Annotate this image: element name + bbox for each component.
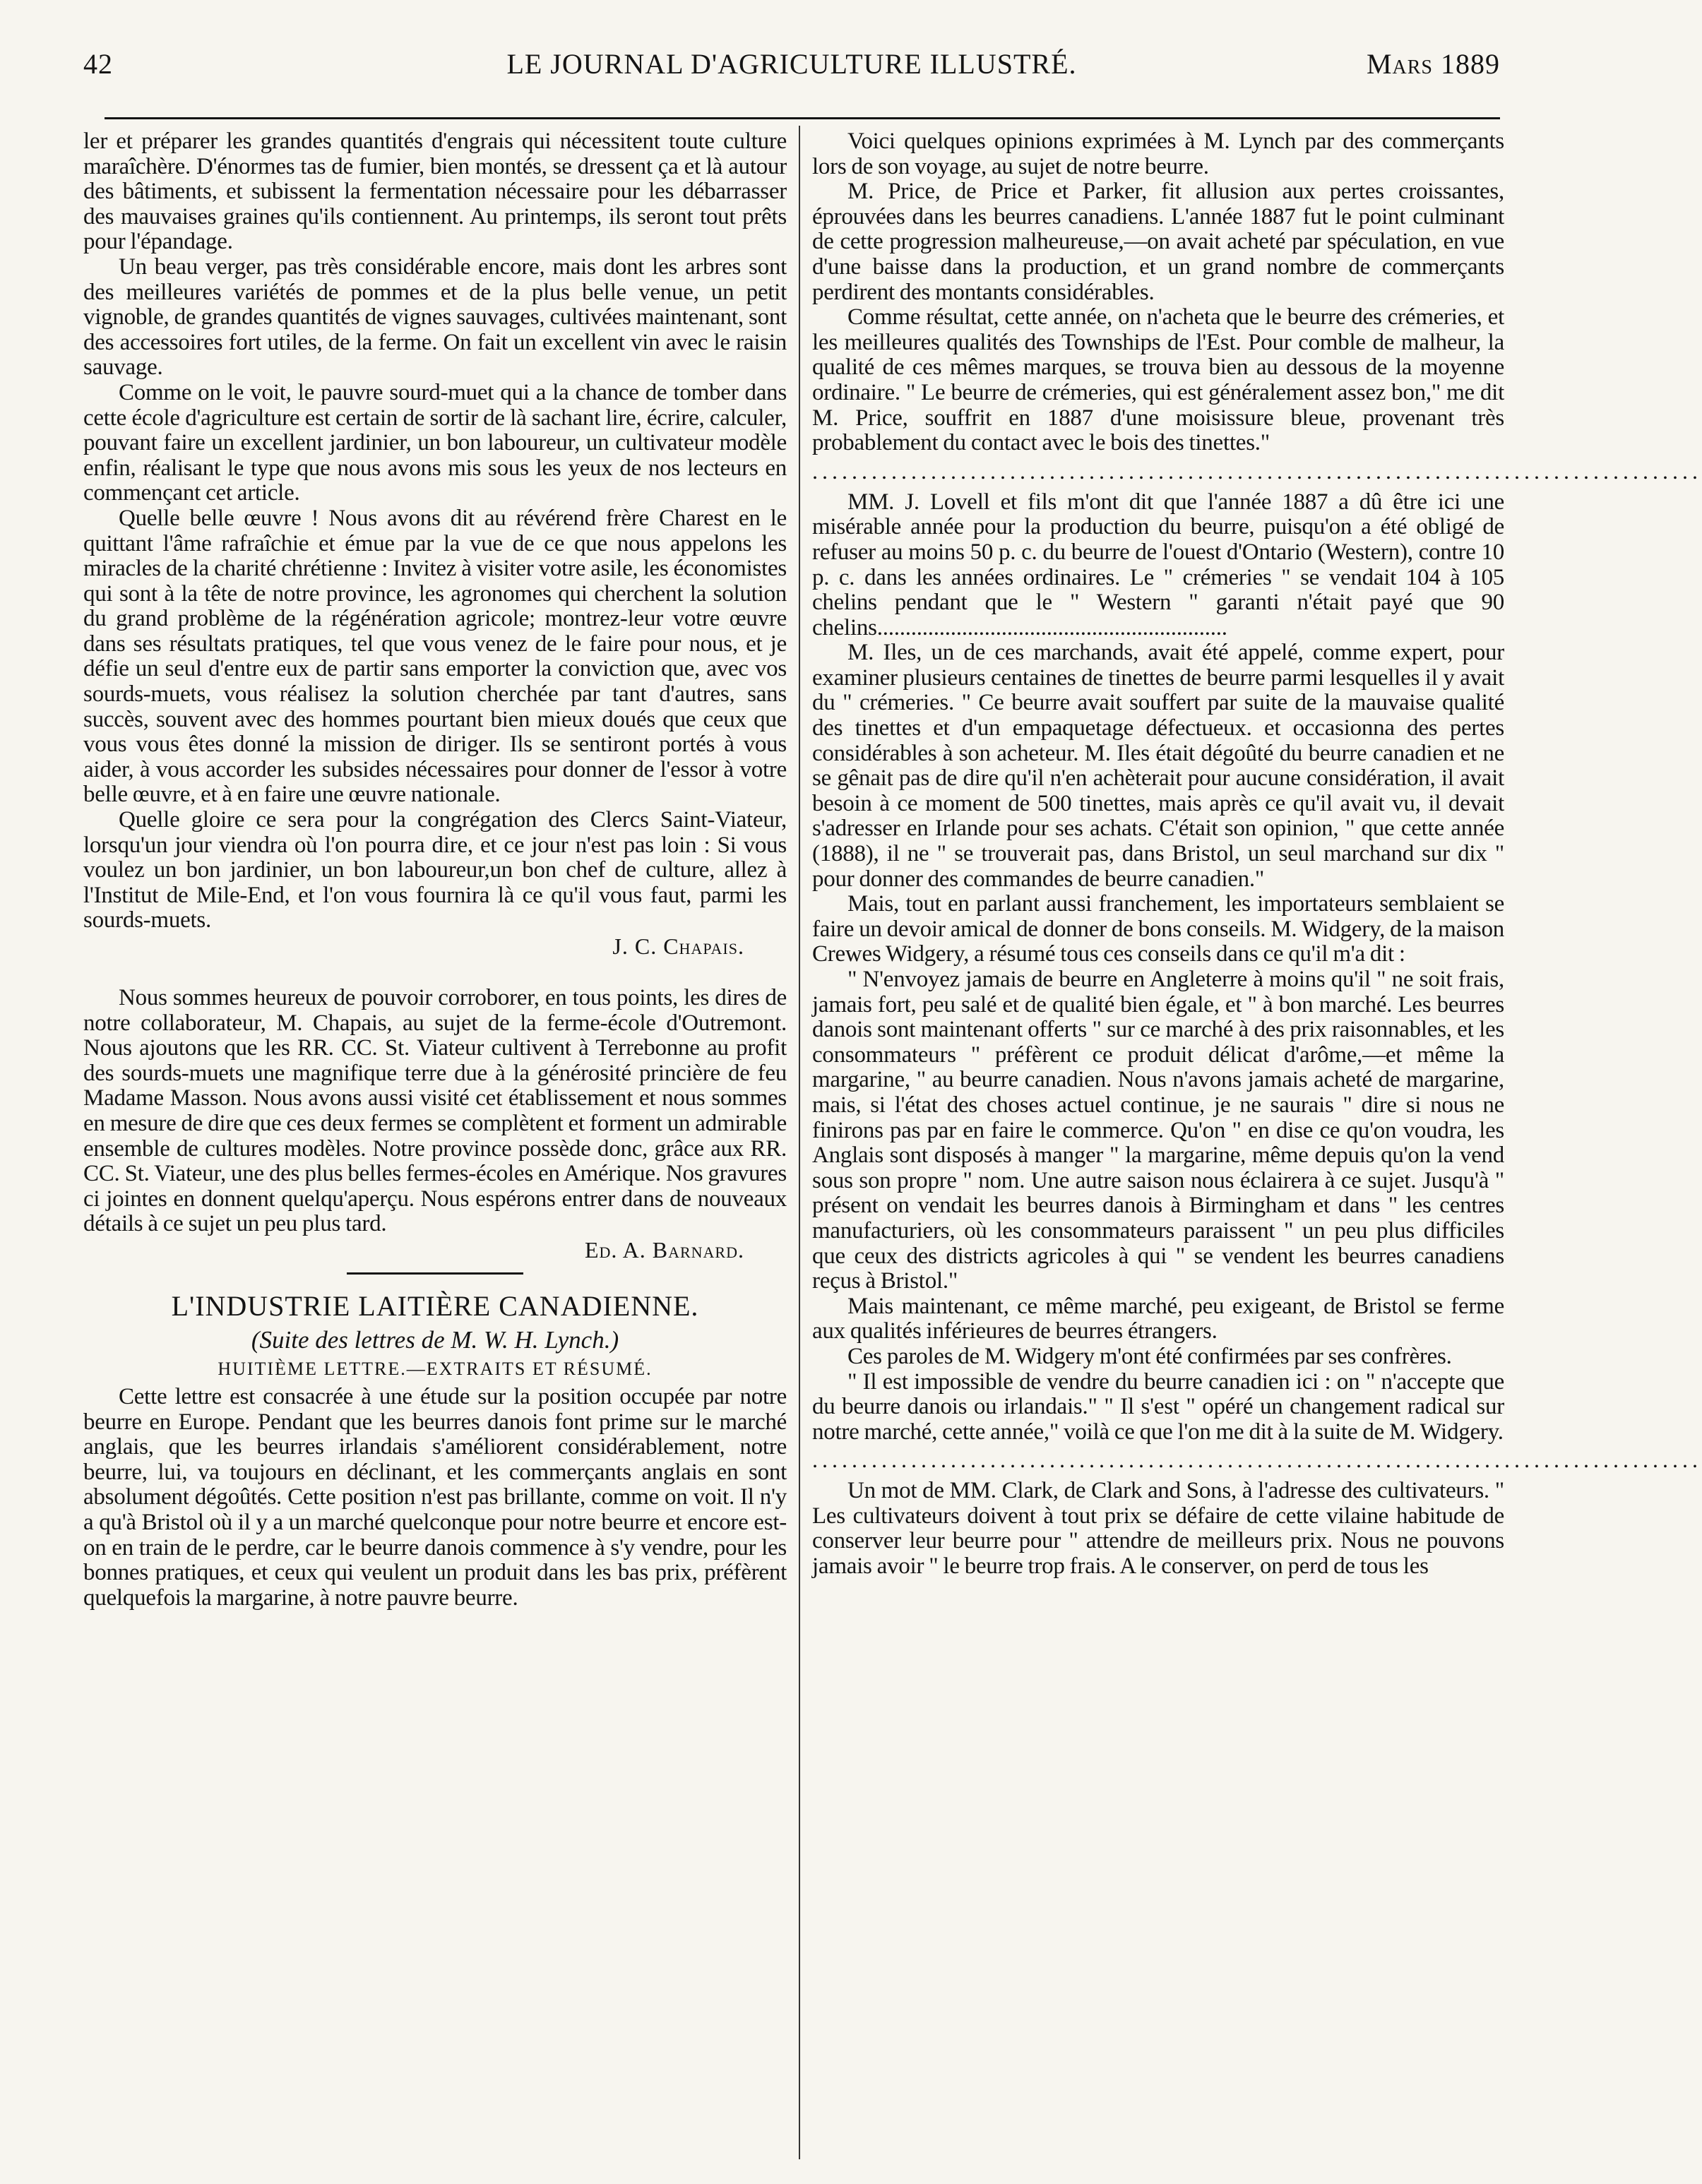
header-rule — [105, 117, 1500, 119]
paragraph: Mais, tout en parlant aussi franchement, les importateurs semblaient se faire un devoir amical de donner de bons conseils. M. Widgery, de la maison Crewes Widgery, a résumé tous ces conseils dans ce qu'il m'a dit : — [812, 891, 1504, 967]
page-number: 42 — [83, 48, 113, 80]
quoted-paragraph: " N'envoyez jamais de beurre en Angleterre à moins qu'il " ne soit frais, jamais fort, peu salé et de qualité bien égale, et " à bon marché. Les beurres danois sont maintenant offerts " sur ce marché à des prix raisonnables, et les consommateurs " préfèrent ce produit délicat d'arôme,—et même la margarine, " au beurre canadien. Nous n'avons jamais acheté de margarine, mais, si l'état des choses actuel continue, je ne saurais " dire si nous ne finirons pas par en faire le commerce. Qu'on " en dise ce qu'on voudra, les Anglais sont disposés à manger " la margarine, même depuis qu'on la vend sous son propre " nom. Une autre saison nous éclairera à ce sujet. Jusqu'à " présent on vendait les beurres danois à Birmingham et dans " les centres manufacturiers, où les consommateurs paraissent " un peu plus difficiles que ceux des districts agricoles à qui " se vendent les beurres canadiens reçus à Bristol." — [812, 967, 1504, 1294]
quoted-paragraph: " Il est impossible de vendre du beurre canadien ici : on " n'accepte que du beurre danois ou irlandais." " Il s'est " opéré un changement radical sur notre marché, cette année," voilà ce que l'on me dit à la suite de M. Widgery. — [812, 1368, 1504, 1445]
paragraph: ler et préparer les grandes quantités d'engrais qui nécessitent toute culture maraîchère. D'énormes tas de fumier, bien montés, se dressent ça et là autour des bâtiments, et subissent la fermentation nécessaire pour les débarrasser des mauvaises graines qu'ils contiennent. Au printemps, ils seront tout prêts pour l'épandage. — [83, 129, 787, 255]
dotted-separator: .......................................................................................... — [812, 1447, 1702, 1473]
spacer — [83, 959, 787, 986]
paragraph: M. Iles, un de ces marchands, avait été appelé, comme expert, pour examiner plusieurs centaines de tinettes de beurre parmi lesquelles il y avait du " crémeries. " Ce beurre avait souffert par suite de la mauvaise qualité des tinettes et d'un empaquetage défectueux. et occasionna des pertes considérables à son acheteur. M. Iles était dégoûté du beurre canadien et ne se gênait pas de dire qu'il n'en achèterait pour aucune considération, il avait besoin à ce moment de 500 tinettes, mais après ce qu'il avait vu, il devait s'adresser en Irlande pour ses achats. C'était son opinion, " que cette année (1888), il ne " se trouverait pas, dans Bristol, un seul marchand sur dix " pour donner des commandes de beurre canadien." — [812, 640, 1504, 892]
paragraph: Comme résultat, cette année, on n'acheta que le beurre des crémeries, et les meilleures qualités des Townships de l'Est. Pour comble de malheur, la qualité de ces mêmes marques, se trouva bien au dessous de la moyenne ordinaire. " Le beurre de crémeries, qui est généralement assez bon," me dit M. Price, souffrit en 1887 d'une moisissure bleue, provenant très probablement du contact avec le bois des tinettes." — [812, 304, 1504, 456]
section-subtitle: (Suite des lettres de M. W. H. Lynch.) — [251, 1325, 619, 1354]
author-signature: Ed. A. Barnard. — [584, 1236, 744, 1263]
paragraph: Comme on le voit, le pauvre sourd-muet qui a la chance de tomber dans cette école d'agriculture est certain de sortir de là sachant lire, écrire, calculer, pouvant faire un excellent jardinier, un bon laboureur, un cultivateur modèle enfin, réalisant le type que nous avons mis sous les yeux de nos lecteurs en commençant cet article. — [83, 379, 787, 506]
journal-title: LE JOURNAL D'AGRICULTURE ILLUSTRÉ. — [506, 48, 1077, 80]
left-column — [83, 129, 787, 2170]
paragraph: Quelle gloire ce sera pour la congrégation des Clercs Saint-Viateur, lorsqu'un jour viendra où l'on pourra dire, et ce jour n'est pas loin : Si vous voulez un bon jardinier, un bon laboureur,un bon chef de culture, allez à l'Institut de Mile-End, et l'on vous fournira là ce qu'il vous faut, parmi les sourds-muets. — [83, 807, 787, 933]
author-signature: J. C. Chapais. — [612, 933, 744, 959]
column-divider — [799, 126, 800, 2159]
paragraph: MM. J. Lovell et fils m'ont dit que l'année 1887 a dû être ici une misérable année pour la production du beurre, puisqu'on a été obligé de refuser au moins 50 p. c. du beurre de l'ouest d'Ontario (Western), contre 10 p. c. dans les années ordinaires. Le " crémeries " se vendait 104 à 105 chelins pendant que le " Western " garanti n'était payé que 90 chelins.............................................................. — [812, 489, 1504, 640]
page-header — [83, 47, 1500, 82]
paragraph: Cette lettre est consacrée à une étude sur la position occupée par notre beurre en Europe. Pendant que les beurres danois font prime sur le marché anglais, que les beurres irlandais s'améliorent considérablement, notre beurre, lui, va toujours en déclinant, et les commerçants anglais en sont absolument dégoûtés. Cette position n'est pas brillante, comme on voit. Il n'y a qu'à Bristol où il y a un marché quelconque pour notre beurre et encore est-on en train de le perdre, car le beurre danois commence à s'y vendre, pour les bonnes pratiques, et ceux qui veulent un produit dans les bas prix, préfèrent quelquefois la margarine, à notre pauvre beurre. — [83, 1383, 787, 1611]
section-rule — [347, 1272, 523, 1275]
paragraph: Nous sommes heureux de pouvoir corroborer, en tous points, les dires de notre collaborateur, M. Chapais, au sujet de la ferme-école d'Outremont. Nous ajoutons que les RR. CC. St. Viateur cultivent à Terrebonne au profit des sourds-muets une magnifique terre due à la générosité princière de feu Madame Masson. Nous avons aussi visité cet établissement et nous sommes en mesure de dire que ces deux fermes se complètent et forment un admirable ensemble de cultures modèles. Notre province possède donc, grâce aux RR. CC. St. Viateur, une des plus belles fermes-écoles en Amérique. Nos gravures ci jointes en donnent quelqu'aperçu. Nous espérons entrer dans de nouveaux détails à ce sujet un peu plus tard. — [83, 985, 787, 1237]
paragraph: M. Price, de Price et Parker, fit allusion aux pertes croissantes, éprouvées dans les beurres canadiens. L'année 1887 fut le point culminant de cette progression malheureuse,—on avait acheté par spéculation, en vue d'une baisse dans la production, et un grand nombre de commerçants perdirent des montants considérables. — [812, 179, 1504, 305]
section-title: L'INDUSTRIE LAITIÈRE CANADIENNE. — [171, 1289, 699, 1322]
paragraph: Mais maintenant, ce même marché, peu exigeant, de Bristol se ferme aux qualités inférieures de beurres étrangers. — [812, 1293, 1504, 1344]
dotted-separator: .......................................................................................... — [812, 458, 1702, 484]
paragraph: Quelle belle œuvre ! Nous avons dit au révérend frère Charest en le quittant l'âme rafraîchie et émue par la vue de ce que nous appelons les miracles de la charité chrétienne : Invitez à visiter votre asile, les économistes qui sont à la tête de notre province, les agronomes qui cherchent la solution du grand problème de la régénération agricole; montrez-leur votre œuvre dans ses résultats pratiques, tel que vous venez de le faire pour nous, et je défie un seul d'entre eux de partir sans emporter la conviction que, avec vos sourds-muets, vous réalisez la solution cherchée par tant d'autres, sans succès, souvent avec des hommes pourtant bien mieux doués que ceux que vous vous êtes donné la mission de diriger. Ils se sentiront portés à vous aider, à vous accorder les subsides nécessaires pour donner de l'essor à votre belle œuvre, et à en faire une œuvre nationale. — [83, 505, 787, 808]
right-column — [812, 129, 1702, 2170]
letter-heading: HUITIÈME LETTRE.—EXTRAITS ET RÉSUMÉ. — [218, 1358, 653, 1379]
issue-date: Mars 1889 — [1366, 48, 1500, 80]
paragraph: Un mot de MM. Clark, de Clark and Sons, à l'adresse des cultivateurs. " Les cultivateurs doivent à tout prix se défaire de cette vilaine habitude de conserver leur beurre pour " attendre de meilleurs prix. Nous ne pouvons jamais avoir " le beurre trop frais. A le conserver, on perd de tous les — [812, 1478, 1504, 1580]
paragraph: Voici quelques opinions exprimées à M. Lynch par des commerçants lors de son voyage, au sujet de notre beurre. — [812, 129, 1504, 179]
paragraph: Un beau verger, pas très considérable encore, mais dont les arbres sont des meilleures variétés de pommes et de la plus belle venue, un petit vignoble, de grandes quantités de vignes sauvages, cultivées maintenant, sont des accessoires fort utiles, de la ferme. On fait un excellent vin avec le raisin sauvage. — [83, 253, 787, 381]
paragraph: Ces paroles de M. Widgery m'ont été confirmées par ses confrères. — [847, 1343, 1452, 1369]
